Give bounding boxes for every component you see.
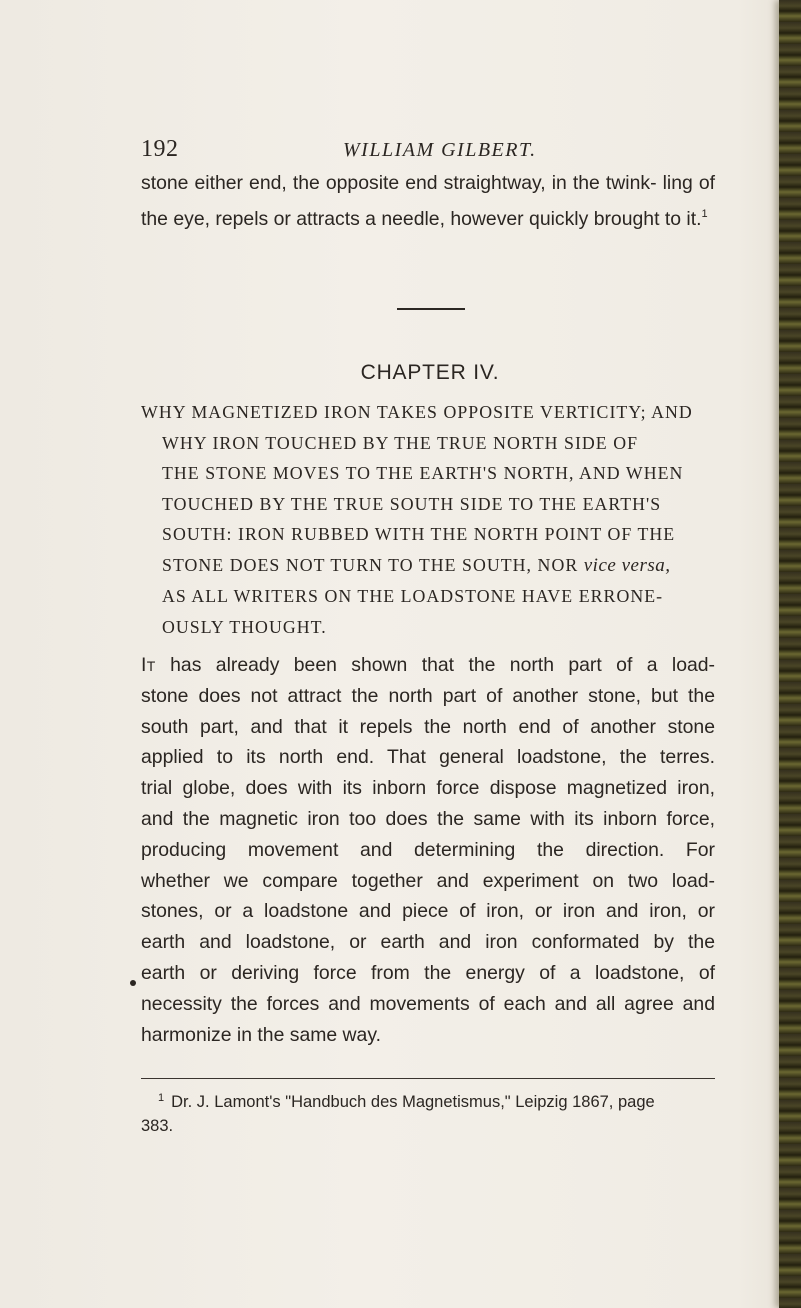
- footnote-reference: 1: [701, 207, 708, 220]
- heading-line-7: AS ALL WRITERS ON THE LOADSTONE HAVE ERRONE-: [162, 586, 664, 606]
- page-number: 192: [141, 136, 179, 162]
- heading-line-8: OUSLY THOUGHT.: [162, 616, 327, 637]
- body-line-12: necessity the forces and movements of each and all agree and: [141, 992, 715, 1015]
- footnote-continuation: 383.: [141, 1117, 174, 1135]
- footnote-number: 1: [158, 1092, 165, 1104]
- body-first-word: It: [141, 654, 156, 676]
- body-line-13: harmonize in the same way.: [141, 1023, 381, 1046]
- footnote-text: Dr. J. Lamont's "Handbuch des Magnetismus," Leipzig 1867, page: [171, 1093, 655, 1111]
- margin-bullet: [130, 980, 136, 986]
- footnote-rule: [141, 1078, 715, 1079]
- running-title: WILLIAM GILBERT.: [343, 139, 537, 161]
- heading-line-5: SOUTH: IRON RUBBED WITH THE NORTH POINT OF THE: [162, 524, 676, 544]
- heading-line-6-text: STONE DOES NOT TURN TO THE SOUTH, NOR: [162, 554, 579, 575]
- intro-text: stone either end, the opposite end straightway, in the twink- ling of the eye, repels or attracts a needle, however quickly brought to it.: [141, 172, 715, 230]
- chapter-body: [141, 650, 715, 1050]
- body-line-7: producing movement and determining the direction. For: [141, 838, 715, 861]
- chapter-heading: [141, 397, 716, 642]
- heading-italic-phrase: vice versa,: [583, 554, 671, 576]
- body-line-11: earth or deriving force from the energy of a loadstone, of: [141, 961, 715, 984]
- body-line-3: south part, and that it repels the north end of another stone: [141, 715, 715, 738]
- body-line-6: and the magnetic iron too does the same with its inborn force,: [141, 807, 715, 830]
- section-rule: [397, 308, 465, 310]
- page-edge: [779, 0, 801, 1308]
- heading-line-4: TOUCHED BY THE TRUE SOUTH SIDE TO THE EARTH'S: [162, 493, 662, 514]
- body-line-8: whether we compare together and experiment on two load-: [141, 869, 715, 892]
- body-line-1: [141, 650, 715, 681]
- intro-paragraph: [141, 168, 715, 235]
- heading-line-1: WHY MAGNETIZED IRON TAKES OPPOSITE VERTICITY; AND: [141, 402, 693, 422]
- heading-line-3: THE STONE MOVES TO THE EARTH'S NORTH, AND WHEN: [162, 463, 684, 483]
- body-line-5: trial globe, does with its inborn force dispose magnetized iron,: [141, 777, 715, 800]
- body-line-4: applied to its north end. That general loadstone, the terres.: [141, 746, 715, 769]
- footnote: [141, 1086, 715, 1138]
- body-line-9: stones, or a loadstone and piece of iron, or iron and iron, or: [141, 900, 715, 923]
- heading-line-2: WHY IRON TOUCHED BY THE TRUE NORTH SIDE OF: [162, 432, 639, 453]
- body-line-1-text: has already been shown that the north part of a load-: [170, 654, 716, 676]
- heading-line-6: [141, 550, 716, 582]
- chapter-title: CHAPTER IV.: [360, 361, 500, 384]
- body-line-2: stone does not attract the north part of another stone, but the: [141, 684, 715, 707]
- body-line-10: earth and loadstone, or earth and iron conformated by the: [141, 931, 715, 954]
